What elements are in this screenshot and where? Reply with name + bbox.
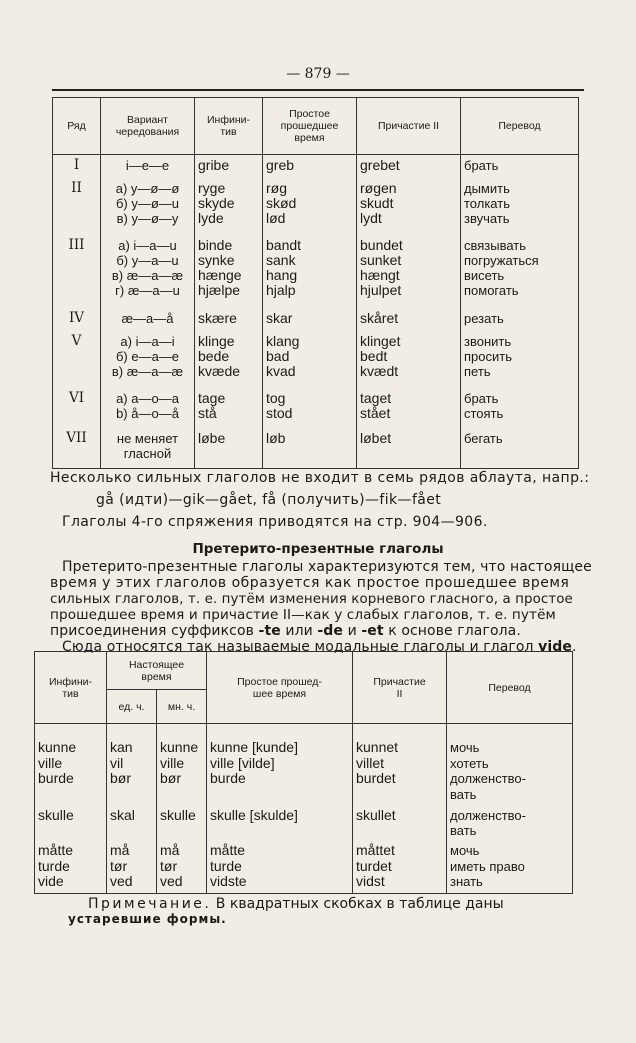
text-run: Сюда относятся так называемые модальные глаголы и глагол	[62, 639, 539, 655]
paragraph-4th-conjugation: Глаголы 4-го спряжения приводятся на стр. 904—906.	[62, 514, 488, 530]
ablaut-table	[52, 97, 579, 469]
note-label: Примечание.	[88, 896, 212, 912]
infinitive-cell: binde synke hænge hjælpe	[195, 235, 263, 308]
header-rule	[52, 89, 584, 91]
header-translation: Перевод	[461, 98, 579, 155]
infinitive-cell: måtte turde vide	[35, 841, 107, 893]
variant-cell: а) y—ø—ø б) y—ø—u в) y—ø—y	[101, 178, 195, 235]
example-line: gå (идти)—gik—gået, få (получить)—fik—fået	[96, 492, 442, 508]
translation-cell: резать	[461, 308, 579, 331]
paragraph-line: сильных глаголов, т. е. путём изменения корневого гласного, а простое	[50, 592, 573, 607]
translation-cell: долженство- вать	[447, 806, 573, 842]
paragraph-irregular: Несколько сильных глаголов не входит в семь рядов аблаута, напр.:	[50, 470, 590, 486]
translation-cell: брать	[461, 155, 579, 179]
row-number: III	[53, 235, 101, 308]
header-past: Простое прошед- шее время	[207, 652, 353, 724]
table-row	[35, 841, 573, 893]
table-row	[35, 806, 573, 842]
text-run: .	[571, 639, 577, 655]
past-cell: klang bad kvad	[263, 331, 357, 388]
suffix-et: -et	[361, 623, 384, 639]
participle-cell: klinget bedt kvædt	[357, 331, 461, 388]
page-number: — 879 —	[286, 66, 350, 82]
variant-cell: а) i—a—u б) y—a—u в) æ—a—æ г) æ—a—u	[101, 235, 195, 308]
participle-cell: bundet sunket hængt hjulpet	[357, 235, 461, 308]
variant-cell: а) a—o—a b) å—o—å	[101, 388, 195, 428]
text-run: и	[343, 623, 362, 639]
paragraph-line: Претерито-презентные глаголы характеризуются тем, что настоящее	[62, 559, 592, 575]
row-number: IV	[53, 308, 101, 331]
plural-cell: må tør ved	[157, 841, 207, 893]
header-infinitive: Инфини- тив	[195, 98, 263, 155]
text-run: присоединения суффиксов	[50, 623, 259, 639]
text-run: к основе глагола.	[383, 623, 521, 639]
header-past: Простое прошедшее время	[263, 98, 357, 155]
past-cell: tog stod	[263, 388, 357, 428]
header-variant: Вариант чередования	[101, 98, 195, 155]
text-run: или	[280, 623, 318, 639]
participle-cell: skåret	[357, 308, 461, 331]
header-participle: Причастие II	[353, 652, 447, 724]
participle-cell: måttet turdet vidst	[353, 841, 447, 893]
infinitive-cell: kunne ville burde	[35, 724, 107, 806]
singular-cell: skal	[107, 806, 157, 842]
variant-cell: æ—a—å	[101, 308, 195, 331]
participle-cell: løbet	[357, 428, 461, 469]
header-row: Ряд	[53, 98, 101, 155]
participle-cell: grebet	[357, 155, 461, 179]
plural-cell: kunne ville bør	[157, 724, 207, 806]
infinitive-cell: skære	[195, 308, 263, 331]
header-translation: Перевод	[447, 652, 573, 724]
past-cell: røg skød lød	[263, 178, 357, 235]
translation-cell: бегать	[461, 428, 579, 469]
table-row	[53, 308, 579, 331]
participle-cell: røgen skudt lydt	[357, 178, 461, 235]
past-cell: løb	[263, 428, 357, 469]
table-row	[35, 724, 573, 806]
plural-cell: skulle	[157, 806, 207, 842]
translation-cell: дымить толкать звучать	[461, 178, 579, 235]
infinitive-cell: gribe	[195, 155, 263, 179]
preterite-present-table	[34, 651, 573, 894]
row-number: VI	[53, 388, 101, 428]
table-row	[53, 331, 579, 388]
paragraph-line	[50, 623, 590, 640]
table-row	[53, 178, 579, 235]
suffix-de: -de	[317, 623, 344, 639]
past-cell: kunne [kunde] ville [vilde] burde	[207, 724, 353, 806]
header-present: Настоящее время	[107, 652, 207, 690]
note-line-2: устаревшие формы.	[68, 912, 227, 926]
table-row	[53, 235, 579, 308]
row-number: I	[53, 155, 101, 179]
infinitive-cell: ryge skyde lyde	[195, 178, 263, 235]
row-number: II	[53, 178, 101, 235]
note-text: В квадратных скобках в таблице даны	[211, 896, 504, 912]
infinitive-cell: klinge bede kvæde	[195, 331, 263, 388]
suffix-te: -te	[258, 623, 281, 639]
paragraph-line: прошедшее время и причастие II—как у слабых глаголов, т. е. путём	[50, 607, 556, 623]
row-number: V	[53, 331, 101, 388]
past-cell: greb	[263, 155, 357, 179]
header-infinitive: Инфини- тив	[35, 652, 107, 724]
translation-cell: мочь иметь право знать	[447, 841, 573, 893]
past-cell: skulle [skulde]	[207, 806, 353, 842]
note-line	[88, 897, 608, 912]
participle-cell: skullet	[353, 806, 447, 842]
variant-cell: не меняет гласной	[101, 428, 195, 469]
ablaut-table-header	[53, 98, 579, 155]
table2-header-top	[35, 652, 573, 690]
verb-vide: vide	[538, 639, 572, 655]
translation-cell: мочь хотеть долженство- вать	[447, 724, 573, 806]
past-cell: måtte turde vidste	[207, 841, 353, 893]
infinitive-cell: løbe	[195, 428, 263, 469]
table-row	[53, 155, 579, 179]
variant-cell: i—e—e	[101, 155, 195, 179]
paragraph-line: время у этих глаголов образуется как простое прошедшее время	[50, 575, 570, 591]
translation-cell: связывать погружаться висеть помогать	[461, 235, 579, 308]
participle-cell: kunnet villet burdet	[353, 724, 447, 806]
header-plural: мн. ч.	[157, 690, 207, 724]
variant-cell: а) i—a—i б) e—a—e в) æ—a—æ	[101, 331, 195, 388]
translation-cell: брать стоять	[461, 388, 579, 428]
table-row	[53, 388, 579, 428]
header-participle: Причастие II	[357, 98, 461, 155]
participle-cell: taget stået	[357, 388, 461, 428]
translation-cell: звонить просить петь	[461, 331, 579, 388]
past-cell: bandt sank hang hjalp	[263, 235, 357, 308]
singular-cell: kan vil bør	[107, 724, 157, 806]
infinitive-cell: tage stå	[195, 388, 263, 428]
table-row	[53, 428, 579, 469]
singular-cell: må tør ved	[107, 841, 157, 893]
infinitive-cell: skulle	[35, 806, 107, 842]
section-title: Претерито-презентные глаголы	[192, 541, 444, 557]
header-singular: ед. ч.	[107, 690, 157, 724]
row-number: VII	[53, 428, 101, 469]
past-cell: skar	[263, 308, 357, 331]
